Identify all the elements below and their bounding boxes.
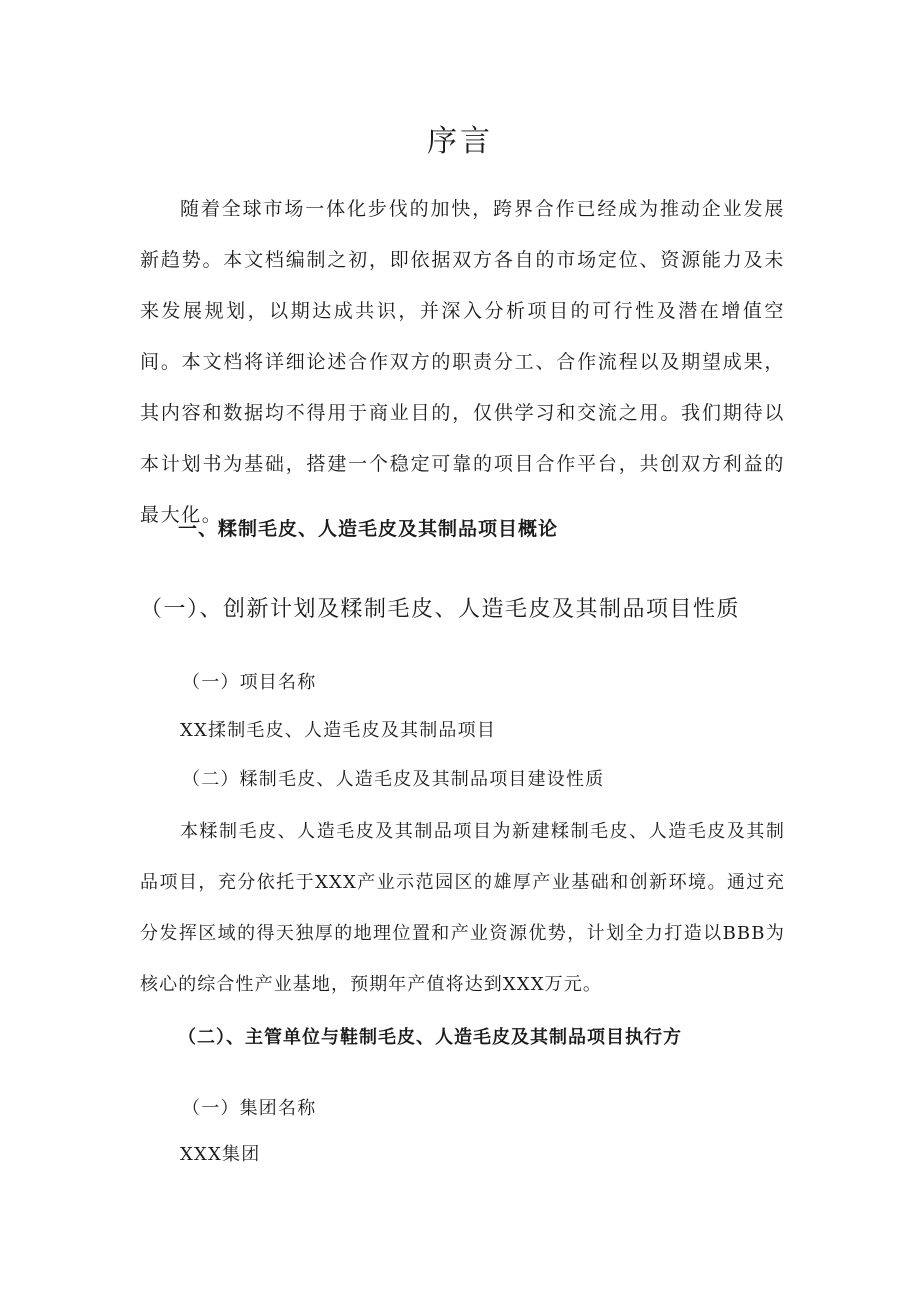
group-name-value: XXX集团 bbox=[180, 1144, 261, 1165]
page-title: 序言 bbox=[427, 124, 493, 159]
subsection-heading-2: （二）、主管单位与鞋制毛皮、人造毛皮及其制品项目执行方 bbox=[178, 1027, 682, 1048]
section-heading: 一、糅制毛皮、人造毛皮及其制品项目概论 bbox=[178, 518, 559, 540]
preface-paragraph: 随着全球市场一体化步伐的加快，跨界合作已经成为推动企业发展新趋势。本文档编制之初，即依据双方各自的市场定位、资源能力及未来发展规划，以期达成共识，并深入分析项目的可行性及潜在增值空间。本文档将详细论述合作双方的职责分工、合作流程以及期望成果，其内容和数据均不得用于商业目的，仅供学习和交流之用。我们期待以本计划书为基础，搭建一个稳定可靠的项目合作平台，共创双方利益的最大化。 bbox=[140, 198, 785, 526]
project-name-value: XX揉制毛皮、人造毛皮及其制品项目 bbox=[180, 720, 497, 741]
construction-nature-paragraph: 本糅制毛皮、人造毛皮及其制品项目为新建糅制毛皮、人造毛皮及其制品项目，充分依托于XXX产业示范园区的雄厚产业基础和创新环境。通过充分发挥区域的得天独厚的地理位置和产业资源优势，计划全力打造以BBB为核心的综合性产业基地，预期年产值将达到XXX万元。 bbox=[140, 821, 785, 995]
subsection-heading: （一）、创新计划及糅制毛皮、人造毛皮及其制品项目性质 bbox=[140, 597, 741, 622]
group-name-label: （一）集团名称 bbox=[182, 1098, 317, 1119]
construction-nature-label: （二）糅制毛皮、人造毛皮及其制品项目建设性质 bbox=[182, 769, 605, 790]
project-name-label: （一）项目名称 bbox=[182, 672, 317, 693]
